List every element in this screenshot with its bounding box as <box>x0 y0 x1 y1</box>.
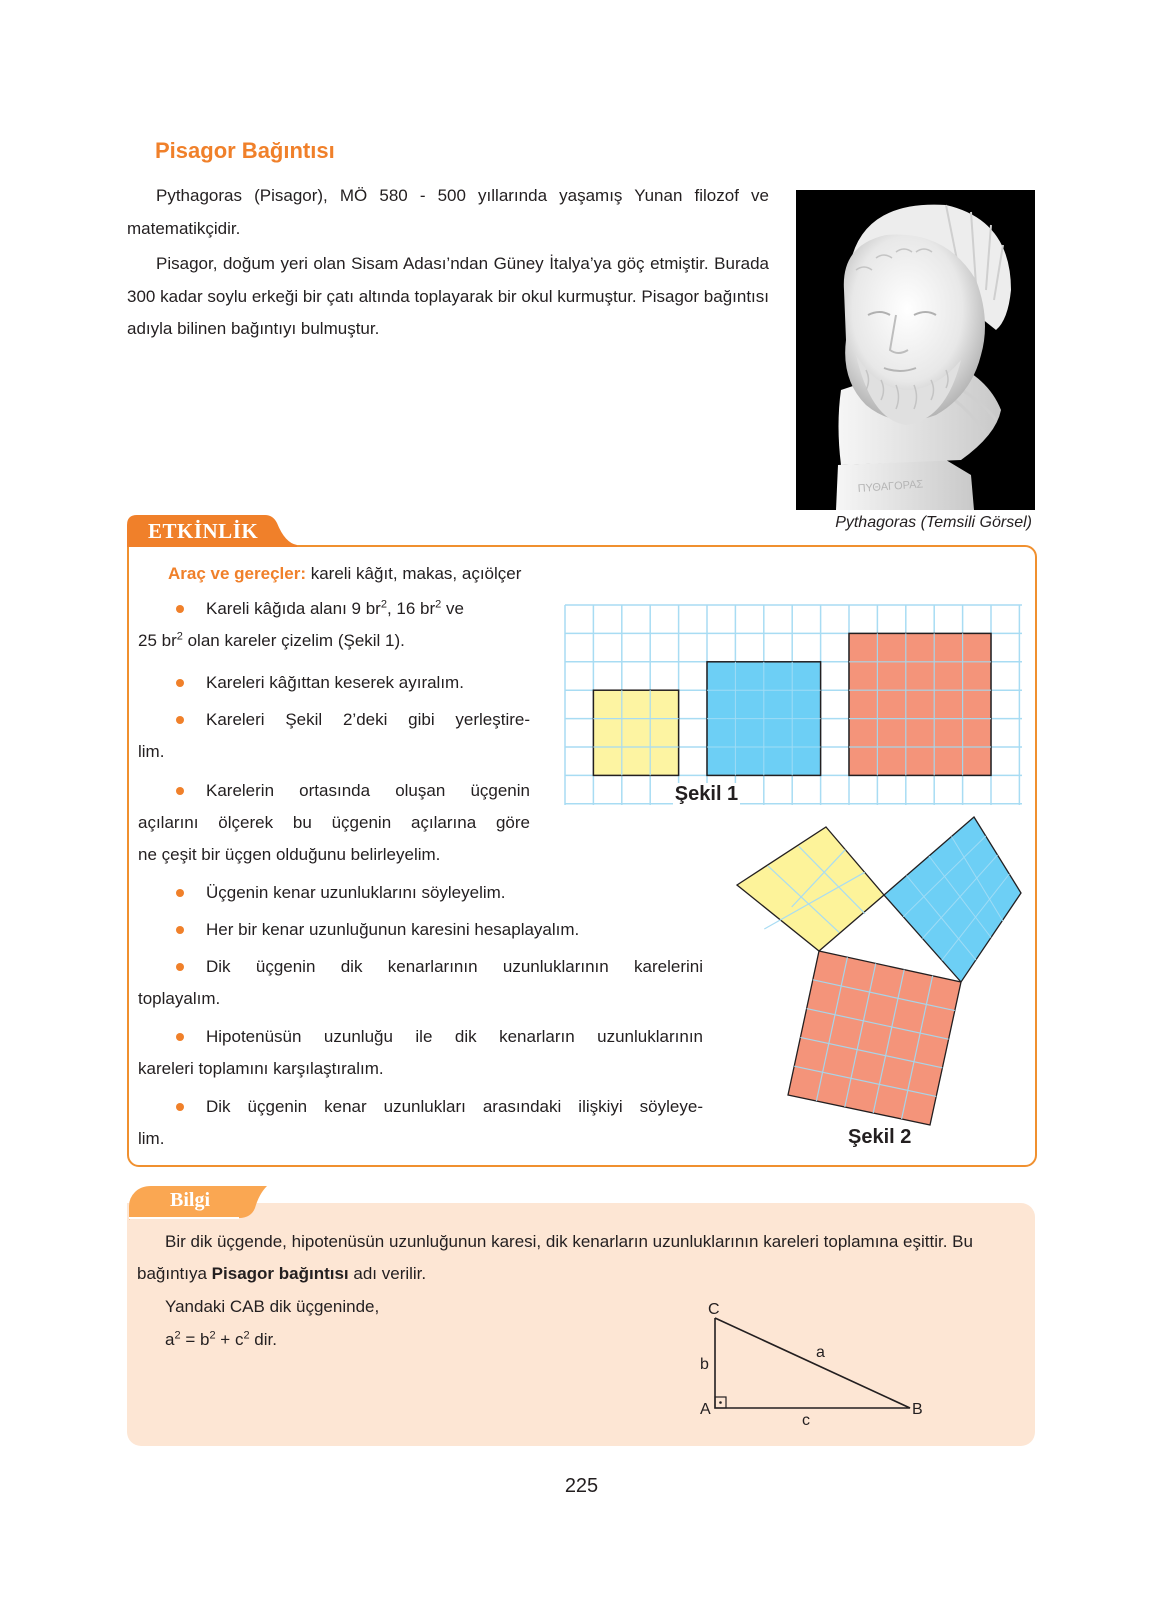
intro-paragraph-1: Pythagoras (Pisagor), MÖ 580 - 500 yıllarında yaşamış Yunan filozof ve matematikçidir. <box>127 186 769 238</box>
triangle-intro: Yandaki CAB dik üçgeninde, <box>165 1297 380 1316</box>
pythagoras-formula: $a^2 = b^2 + c^2$ dir. <box>165 1329 277 1349</box>
figure-1-grid <box>560 600 1025 810</box>
side-b-label: b <box>700 1356 709 1373</box>
materials-list: kareli kâğıt, makas, açıölçer <box>305 564 522 583</box>
page-number: 225 <box>564 1475 599 1497</box>
square-25 <box>849 633 991 775</box>
materials-line <box>168 558 521 590</box>
step-8: Hipotenüsün uzunluğu ile dik kenarların uzunluklarının kareleri toplamını karşılaştıralım. <box>138 1027 703 1078</box>
intro-paragraph-2: Pisagor, doğum yeri olan Sisam Adası’ndan Güney İtalya’ya göç etmiştir. Burada 300 kadar soylu erkeği bir çatı altında toplayarak bir okul kurmuştur. Pisagor bağıntısı adıyla bilinen bağıntıyı bulmuştur. <box>127 254 769 338</box>
step-5: Üçgenin kenar uzunluklarını söyleyelim. <box>138 877 708 909</box>
pisagor-term: Pisagor bağıntısı <box>211 1264 349 1283</box>
step-1-line-2: 25 $br^2$ olan kareler çizelim (Şekil 1). <box>138 630 405 650</box>
step-7: Dik üçgenin dik kenarlarının uzunluklarının karelerini toplayalım. <box>138 957 703 1008</box>
step-2: Kareleri kâğıttan keserek ayıralım. <box>138 667 538 699</box>
square-9 <box>593 690 678 775</box>
side-a-label: a <box>816 1344 825 1361</box>
materials-label: Araç ve gereçler: <box>168 564 306 583</box>
rotated-square-16 <box>884 817 1021 982</box>
info-tab-label: Bilgi <box>170 1189 211 1211</box>
rotated-square-25 <box>788 951 961 1125</box>
photo-caption: Pythagoras (Temsili Görsel) <box>835 514 1032 531</box>
step-1 <box>138 593 528 657</box>
triangle-cab-diagram <box>690 1300 940 1430</box>
step-3: Kareleri Şekil 2’deki gibi yerleştire- lim. <box>138 710 530 761</box>
info-definition: Bir dik üçgende, hipotenüsün uzunluğunun karesi, dik kenarların uzunluklarının kareleri toplamına eşittir. Bu bağıntıya Pisagor bağıntısı adı verilir. <box>137 1232 973 1283</box>
step-9: Dik üçgenin kenar uzunlukları arasındaki ilişkiyi söyleye- lim. <box>138 1097 703 1148</box>
step-4: Karelerin ortasında oluşan üçgenin açılarını ölçerek bu üçgenin açılarına göre ne çeşit bir üçgen olduğunu belirleyelim. <box>138 781 530 864</box>
activity-tab-label: ETKİNLİK <box>148 519 259 543</box>
pythagoras-bust-photo <box>796 190 1035 510</box>
square-16 <box>707 662 821 776</box>
figure-1-label: Şekil 1 <box>674 783 739 805</box>
section-title: Pisagor Bağıntısı <box>155 138 335 163</box>
step-1-line-1: Kareli kâğıda alanı 9 $br^2$, 16 $br^2$ ve <box>206 598 464 618</box>
svg-text:ΠΥΘΑΓΟΡΑΣ: ΠΥΘΑΓΟΡΑΣ <box>857 478 924 495</box>
rotated-square-9 <box>737 827 884 951</box>
step-6: Her bir kenar uzunluğunun karesini hesaplayalım. <box>138 914 708 946</box>
side-c-label: c <box>802 1412 810 1429</box>
vertex-a-label: A <box>700 1401 711 1418</box>
figure-2-label: Şekil 2 <box>848 1126 912 1148</box>
intro-text <box>127 180 769 349</box>
vertex-c-label: C <box>708 1301 720 1318</box>
figure-2-pythagoras-squares <box>725 805 1030 1150</box>
vertex-b-label: B <box>912 1401 923 1418</box>
